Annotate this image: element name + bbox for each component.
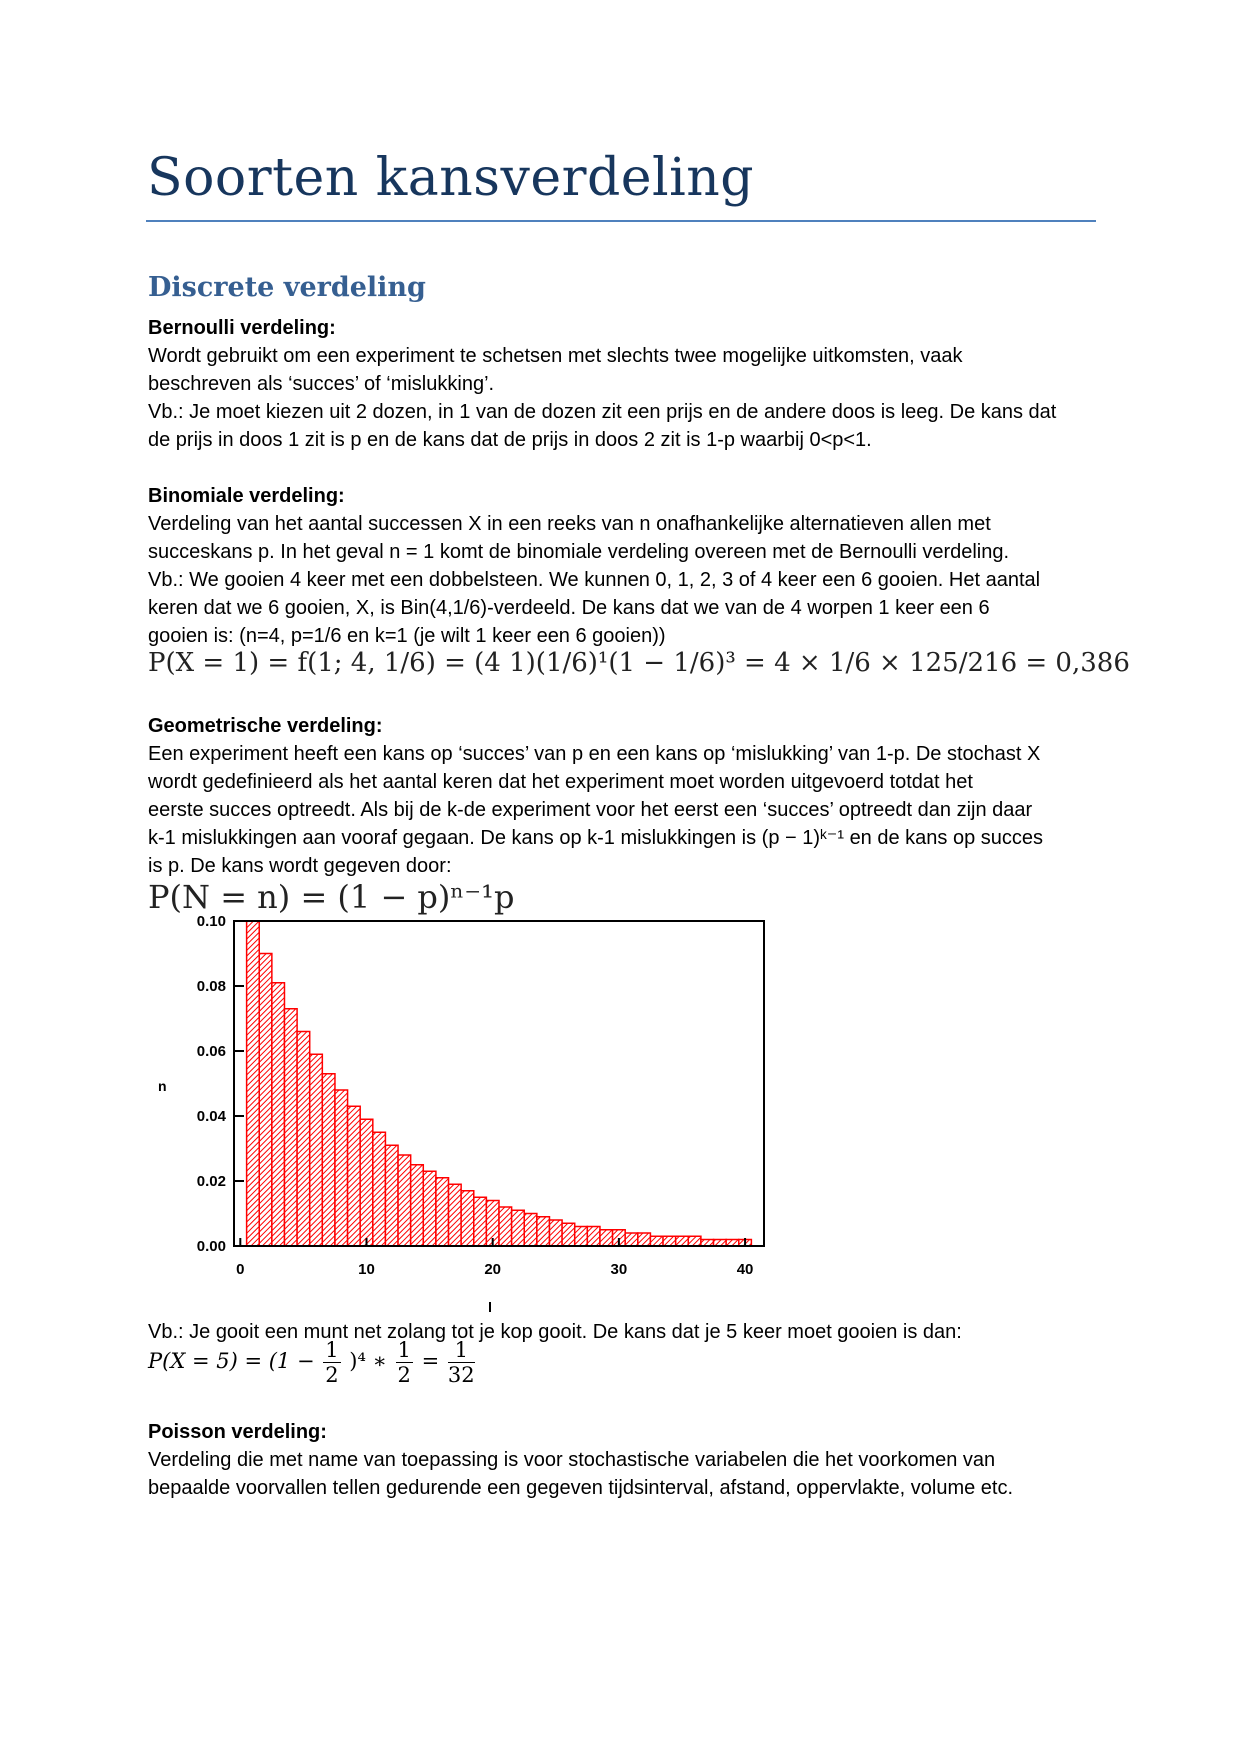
- geometric-line: wordt gedefinieerd als het aantal keren dat het experiment moet worden uitgevoerd totdat het: [148, 771, 973, 793]
- chart-bar: [625, 1233, 638, 1246]
- geometric-line: Een experiment heeft een kans op ‘succes’ van p en een kans op ‘mislukking’ van 1-p. De stochast X: [148, 743, 1041, 765]
- example-formula: [148, 1338, 477, 1387]
- geometric-line: is p. De kans wordt gegeven door:: [148, 855, 452, 877]
- y-tick-label: 0.06: [196, 1043, 226, 1060]
- geometric-example: Vb.: Je gooit een munt net zolang tot je kop gooit. De kans dat je 5 keer moet gooien is dan:: [148, 1321, 962, 1343]
- binomial-line: Vb.: We gooien 4 keer met een dobbelsteen. We kunnen 0, 1, 2, 3 of 4 keer een 6 gooien. Het aantal: [148, 569, 1041, 591]
- chart-bar: [272, 983, 285, 1246]
- stray-mark: [489, 1302, 491, 1312]
- fraction: $\frac{1}{2}$: [397, 1338, 411, 1387]
- geometric-line: eerste succes optreedt. Als bij de k-de experiment voor het eerst een ‘succes’ optreedt dan zijn daar: [148, 799, 1033, 821]
- formula-mid: )⁴ ∗: [349, 1349, 387, 1373]
- formula-lhs: P(X = 5) = (1 −: [148, 1349, 315, 1373]
- x-tick-label: 20: [484, 1261, 502, 1278]
- chart-bar: [650, 1236, 663, 1246]
- title-underline: [146, 220, 1096, 222]
- x-tick-label: 30: [610, 1261, 628, 1278]
- x-tick-label: 40: [736, 1261, 754, 1278]
- y-axis-label: n: [158, 1078, 167, 1094]
- chart-bar: [638, 1233, 651, 1246]
- chart-bar: [524, 1214, 537, 1247]
- bernoulli-line: Wordt gebruikt om een experiment te schetsen met slechts twee mogelijke uitkomsten, vaak: [148, 345, 963, 367]
- chart-bar: [360, 1119, 373, 1246]
- geometric-line: k-1 mislukkingen aan vooraf gegaan. De kans op k-1 mislukkingen is (p − 1)ᵏ⁻¹ en de kans op succes: [148, 827, 1044, 849]
- chart-bar: [549, 1220, 562, 1246]
- chart-bar: [411, 1165, 424, 1246]
- poisson-line: bepaalde voorvallen tellen gedurende een gegeven tijdsinterval, afstand, oppervlakte, volume etc.: [148, 1477, 1014, 1499]
- y-tick-label: 0.02: [196, 1173, 226, 1190]
- chart-bar: [436, 1178, 449, 1246]
- section-heading: Discrete verdeling: [148, 272, 426, 303]
- chart-bar: [373, 1132, 386, 1246]
- binomial-line: Verdeling van het aantal successen X in een reeks van n onafhankelijke alternatieven allen met: [148, 513, 991, 535]
- chart-bar: [461, 1191, 474, 1246]
- chart-bar: [322, 1074, 335, 1246]
- geometric-distribution-chart: [140, 915, 780, 1295]
- poisson-line: Verdeling die met name van toepassing is voor stochastische variabelen die het voorkomen van: [148, 1449, 996, 1471]
- chart-bar: [348, 1106, 361, 1246]
- bernoulli-line: de prijs in doos 1 zit is p en de kans dat de prijs in doos 2 zit is 1-p waarbij 0<p<1.: [148, 429, 872, 451]
- binomial-formula: P(X = 1) = f(1; 4, 1/6) = (4 1)(1/6)¹(1 − 1/6)³ = 4 × 1/6 × 125/216 = 0,386: [148, 648, 1130, 678]
- chart-bar: [600, 1230, 613, 1246]
- chart-bar: [474, 1197, 487, 1246]
- chart-bar: [385, 1145, 398, 1246]
- fraction: $\frac{1}{2}$: [325, 1338, 339, 1387]
- chart-bar: [310, 1054, 323, 1246]
- chart-bar: [587, 1227, 600, 1247]
- geometric-heading: Geometrische verdeling:: [148, 715, 383, 737]
- y-tick-label: 0.10: [196, 915, 226, 930]
- x-tick-label: 10: [358, 1261, 375, 1278]
- chart-bar: [499, 1207, 512, 1246]
- binomial-line: succeskans p. In het geval n = 1 komt de binomiale verdeling overeen met de Bernoulli verdeling.: [148, 541, 1010, 563]
- chart-bar: [259, 954, 272, 1247]
- page-title: Soorten kansverdeling: [147, 148, 755, 208]
- chart-bar: [284, 1009, 297, 1246]
- chart-bar: [512, 1210, 525, 1246]
- chart-bar: [537, 1217, 550, 1246]
- chart-bar: [575, 1227, 588, 1247]
- x-tick-label: 0: [236, 1261, 245, 1278]
- chart-bar: [562, 1223, 575, 1246]
- y-tick-label: 0.08: [196, 978, 226, 995]
- chart-bar: [335, 1090, 348, 1246]
- bernoulli-line: beschreven als ‘succes’ of ‘mislukking’.: [148, 373, 495, 395]
- binomial-line: keren dat we 6 gooien, X, is Bin(4,1/6)-verdeeld. De kans dat we van de 4 worpen 1 keer een 6: [148, 597, 990, 619]
- binomial-heading: Binomiale verdeling:: [148, 485, 345, 507]
- chart-bar: [247, 921, 260, 1246]
- bernoulli-line: Vb.: Je moet kiezen uit 2 dozen, in 1 van de dozen zit een prijs en de andere doos is leeg. De kans dat: [148, 401, 1057, 423]
- fraction: $\frac{1}{32}$: [447, 1338, 475, 1387]
- chart-bar: [663, 1236, 676, 1246]
- bernoulli-heading: Bernoulli verdeling:: [148, 317, 336, 339]
- chart-bar: [688, 1236, 701, 1246]
- poisson-heading: Poisson verdeling:: [148, 1421, 327, 1443]
- chart-bar: [297, 1032, 310, 1247]
- chart-bar: [676, 1236, 689, 1246]
- formula-eq: =: [421, 1349, 440, 1373]
- chart-bar: [423, 1171, 436, 1246]
- y-tick-label: 0.00: [196, 1238, 226, 1255]
- chart-bar: [398, 1155, 411, 1246]
- chart-bar: [449, 1184, 462, 1246]
- binomial-line: gooien is: (n=4, p=1/6 en k=1 (je wilt 1 keer een 6 gooien)): [148, 625, 666, 647]
- geometric-formula: P(N = n) = (1 − p)ⁿ⁻¹p: [148, 878, 515, 916]
- y-tick-label: 0.04: [196, 1108, 226, 1125]
